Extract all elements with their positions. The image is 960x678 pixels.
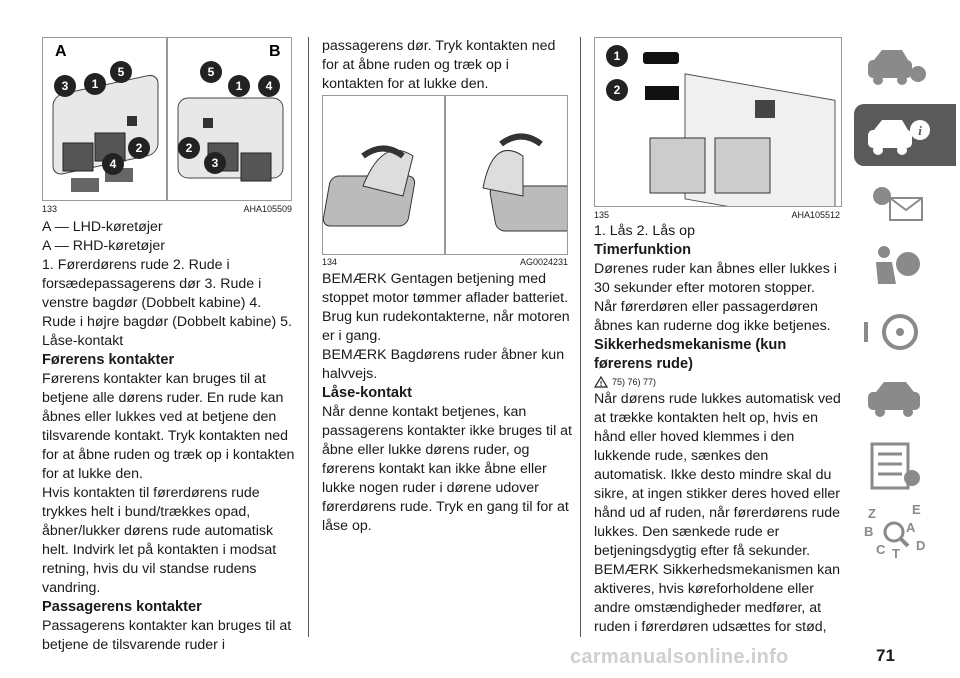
figure-code: AG0024231 xyxy=(519,257,568,267)
tab-starting-driving[interactable] xyxy=(854,302,956,364)
lhd-line: A — LHD-køretøjer xyxy=(42,219,163,235)
paragraph: Når denne kontakt betjenes, kan passagerens kontakter ikke bruges til at åbne eller lukke dørens ruder, og førerens kontakt kan ikke åbne eller lukke nogen ruder i dørene udover førerdørens rude. Tryk en gang til for at låse op. xyxy=(322,404,572,534)
index-letter: C xyxy=(876,542,886,557)
figure-135-caption xyxy=(594,210,840,220)
figure-133-caption xyxy=(42,204,292,214)
index-icon xyxy=(854,500,934,562)
index-letter: D xyxy=(916,538,926,553)
tab-safety[interactable] xyxy=(854,236,956,298)
tab-vehicle-overview[interactable] xyxy=(854,38,956,100)
index-letter: A xyxy=(906,520,916,535)
heading-passenger-switches: Passagerens kontakter xyxy=(42,599,202,615)
warning-triangle-icon xyxy=(594,376,608,388)
paragraph: Passagerens kontakter kan bruges til at betjene de tilsvarende ruder i xyxy=(42,618,292,653)
figure-134 xyxy=(322,95,568,255)
callout-b-5: 5 xyxy=(207,65,215,79)
figure-134-drawing xyxy=(323,96,567,254)
callout-a-4: 4 xyxy=(109,157,117,171)
chapter-sidebar xyxy=(846,38,960,678)
column-2-text xyxy=(322,270,574,536)
index-letter: B xyxy=(864,524,874,539)
figure-134-caption xyxy=(322,257,568,267)
figure-133-drawing xyxy=(43,38,291,200)
column-divider xyxy=(308,37,309,637)
callout-a-3: 3 xyxy=(61,79,69,93)
paragraph: Når dørens rude lukkes automatisk ved at trække kontakten helt op, hvis en hånd eller hoved klemmes i den lukkende rude, sænkes den automatisk. Ikke desto mindre skal du sikre, at ingen stikker deres hoved eller hånd ud af ruden, når førerdørens rude lukkes. Den sænkede rude er betjeningsdygtig efter få sekunder. xyxy=(594,391,841,559)
paragraph: Førerens kontakter kan bruges til at betjene alle dørens ruder. En rude kan åbnes eller lukkes ved at betjene den tilsvarende kontakt. Tryk kontakten ned for at åbne ruden og træk op i kontakten for at lukke den. xyxy=(42,371,295,482)
figure-135 xyxy=(594,37,842,207)
callout-a-1: 1 xyxy=(91,77,99,91)
figure-number: 133 xyxy=(42,204,58,214)
index-letter: T xyxy=(892,546,900,561)
figure-label-b: B xyxy=(269,43,281,60)
warning-refs xyxy=(594,374,844,390)
callout-a-5: 5 xyxy=(117,65,125,79)
note-paragraph: BEMÆRK Sikkerhedsmekanismen kan aktiveres, hvis køreforholdene eller andre omstændigheder medfører, at ruden i førerdøren udsættes for stød, xyxy=(594,562,841,635)
paragraph: passagerens dør. Tryk kontakten ned for at åbne ruden og træk op i kontakten for at lukke den. xyxy=(322,38,556,92)
tab-emergency[interactable] xyxy=(854,368,956,430)
svg-text:i: i xyxy=(918,123,922,138)
figure-legend: 1. Førerdørens rude 2. Rude i forsædepassagerens dør 3. Rude i venstre bagdør (Dobbelt kabine) 4. Rude i højre bagdør (Dobbelt kabine) 5. Låse-kontakt xyxy=(42,257,292,349)
figure-code: AHA105512 xyxy=(791,210,840,220)
callout-a-2: 2 xyxy=(135,141,143,155)
column-2-intro xyxy=(322,37,570,94)
paragraph: Når førerdøren eller passagerdøren åbnes kan ruderne dog ikke betjenes. xyxy=(594,299,831,334)
callout-b-4: 4 xyxy=(265,79,273,93)
index-letter: Z xyxy=(868,506,876,521)
car-icon xyxy=(854,368,934,430)
heading-driver-switches: Førerens kontakter xyxy=(42,352,175,368)
tab-maintenance[interactable] xyxy=(854,434,956,496)
column-divider xyxy=(580,37,581,637)
column-1-text xyxy=(42,218,296,655)
checklist-icon xyxy=(854,434,934,496)
note-paragraph: BEMÆRK Bagdørens ruder åbner kun halvvejs. xyxy=(322,347,565,382)
figure-label-a: A xyxy=(55,43,67,60)
footer-watermark: carmanualsonline.info xyxy=(570,646,789,668)
car-info-active-icon xyxy=(854,104,934,166)
paragraph: Hvis kontakten til førerdørens rude trykkes helt i bund/trækkes opad, åbner/lukker dørens rude automatisk helt. Indvirk let på kontakten i modsat retning, hvis du vil standse rudens vandring. xyxy=(42,485,277,596)
warning-ref-numbers: 75) 76) 77) xyxy=(612,376,657,387)
page-number: 71 xyxy=(876,646,895,665)
heading-timer-function: Timerfunktion xyxy=(594,242,692,258)
column-3-text xyxy=(594,222,844,637)
paragraph: Dørenes ruder kan åbnes eller lukkes i 30 sekunder efter motoren stopper. xyxy=(594,261,837,296)
tab-getting-to-know[interactable] xyxy=(854,104,956,166)
figure-number: 134 xyxy=(322,257,338,267)
car-info-icon xyxy=(854,38,934,100)
callout-2: 2 xyxy=(613,83,621,97)
tab-index[interactable] xyxy=(854,500,956,562)
svg-text:!: ! xyxy=(599,381,603,388)
figure-code: AHA105509 xyxy=(243,204,292,214)
callout-b-1: 1 xyxy=(235,79,243,93)
figure-135-drawing xyxy=(595,38,841,206)
note-paragraph: BEMÆRK Gentagen betjening med stoppet motor tømmer aflader batteriet. Brug kun rudekontakterne, når motoren er i gang. xyxy=(322,271,570,344)
rhd-line: A — RHD-køretøjer xyxy=(42,238,165,254)
callout-1: 1 xyxy=(613,49,621,63)
airbag-icon xyxy=(854,236,934,298)
tab-warning-lights[interactable] xyxy=(854,170,956,232)
figure-legend: 1. Lås 2. Lås op xyxy=(594,223,695,239)
callout-b-2: 2 xyxy=(185,141,193,155)
figure-number: 135 xyxy=(594,210,610,220)
callout-b-3: 3 xyxy=(211,156,219,170)
steering-icon xyxy=(854,302,934,364)
index-letter: E xyxy=(912,502,921,517)
warning-lights-icon xyxy=(854,170,934,232)
figure-133 xyxy=(42,37,292,201)
heading-safety-mechanism: Sikkerhedsmekanisme (kun førerens rude) xyxy=(594,337,787,372)
heading-lock-switch: Låse-kontakt xyxy=(322,385,413,401)
